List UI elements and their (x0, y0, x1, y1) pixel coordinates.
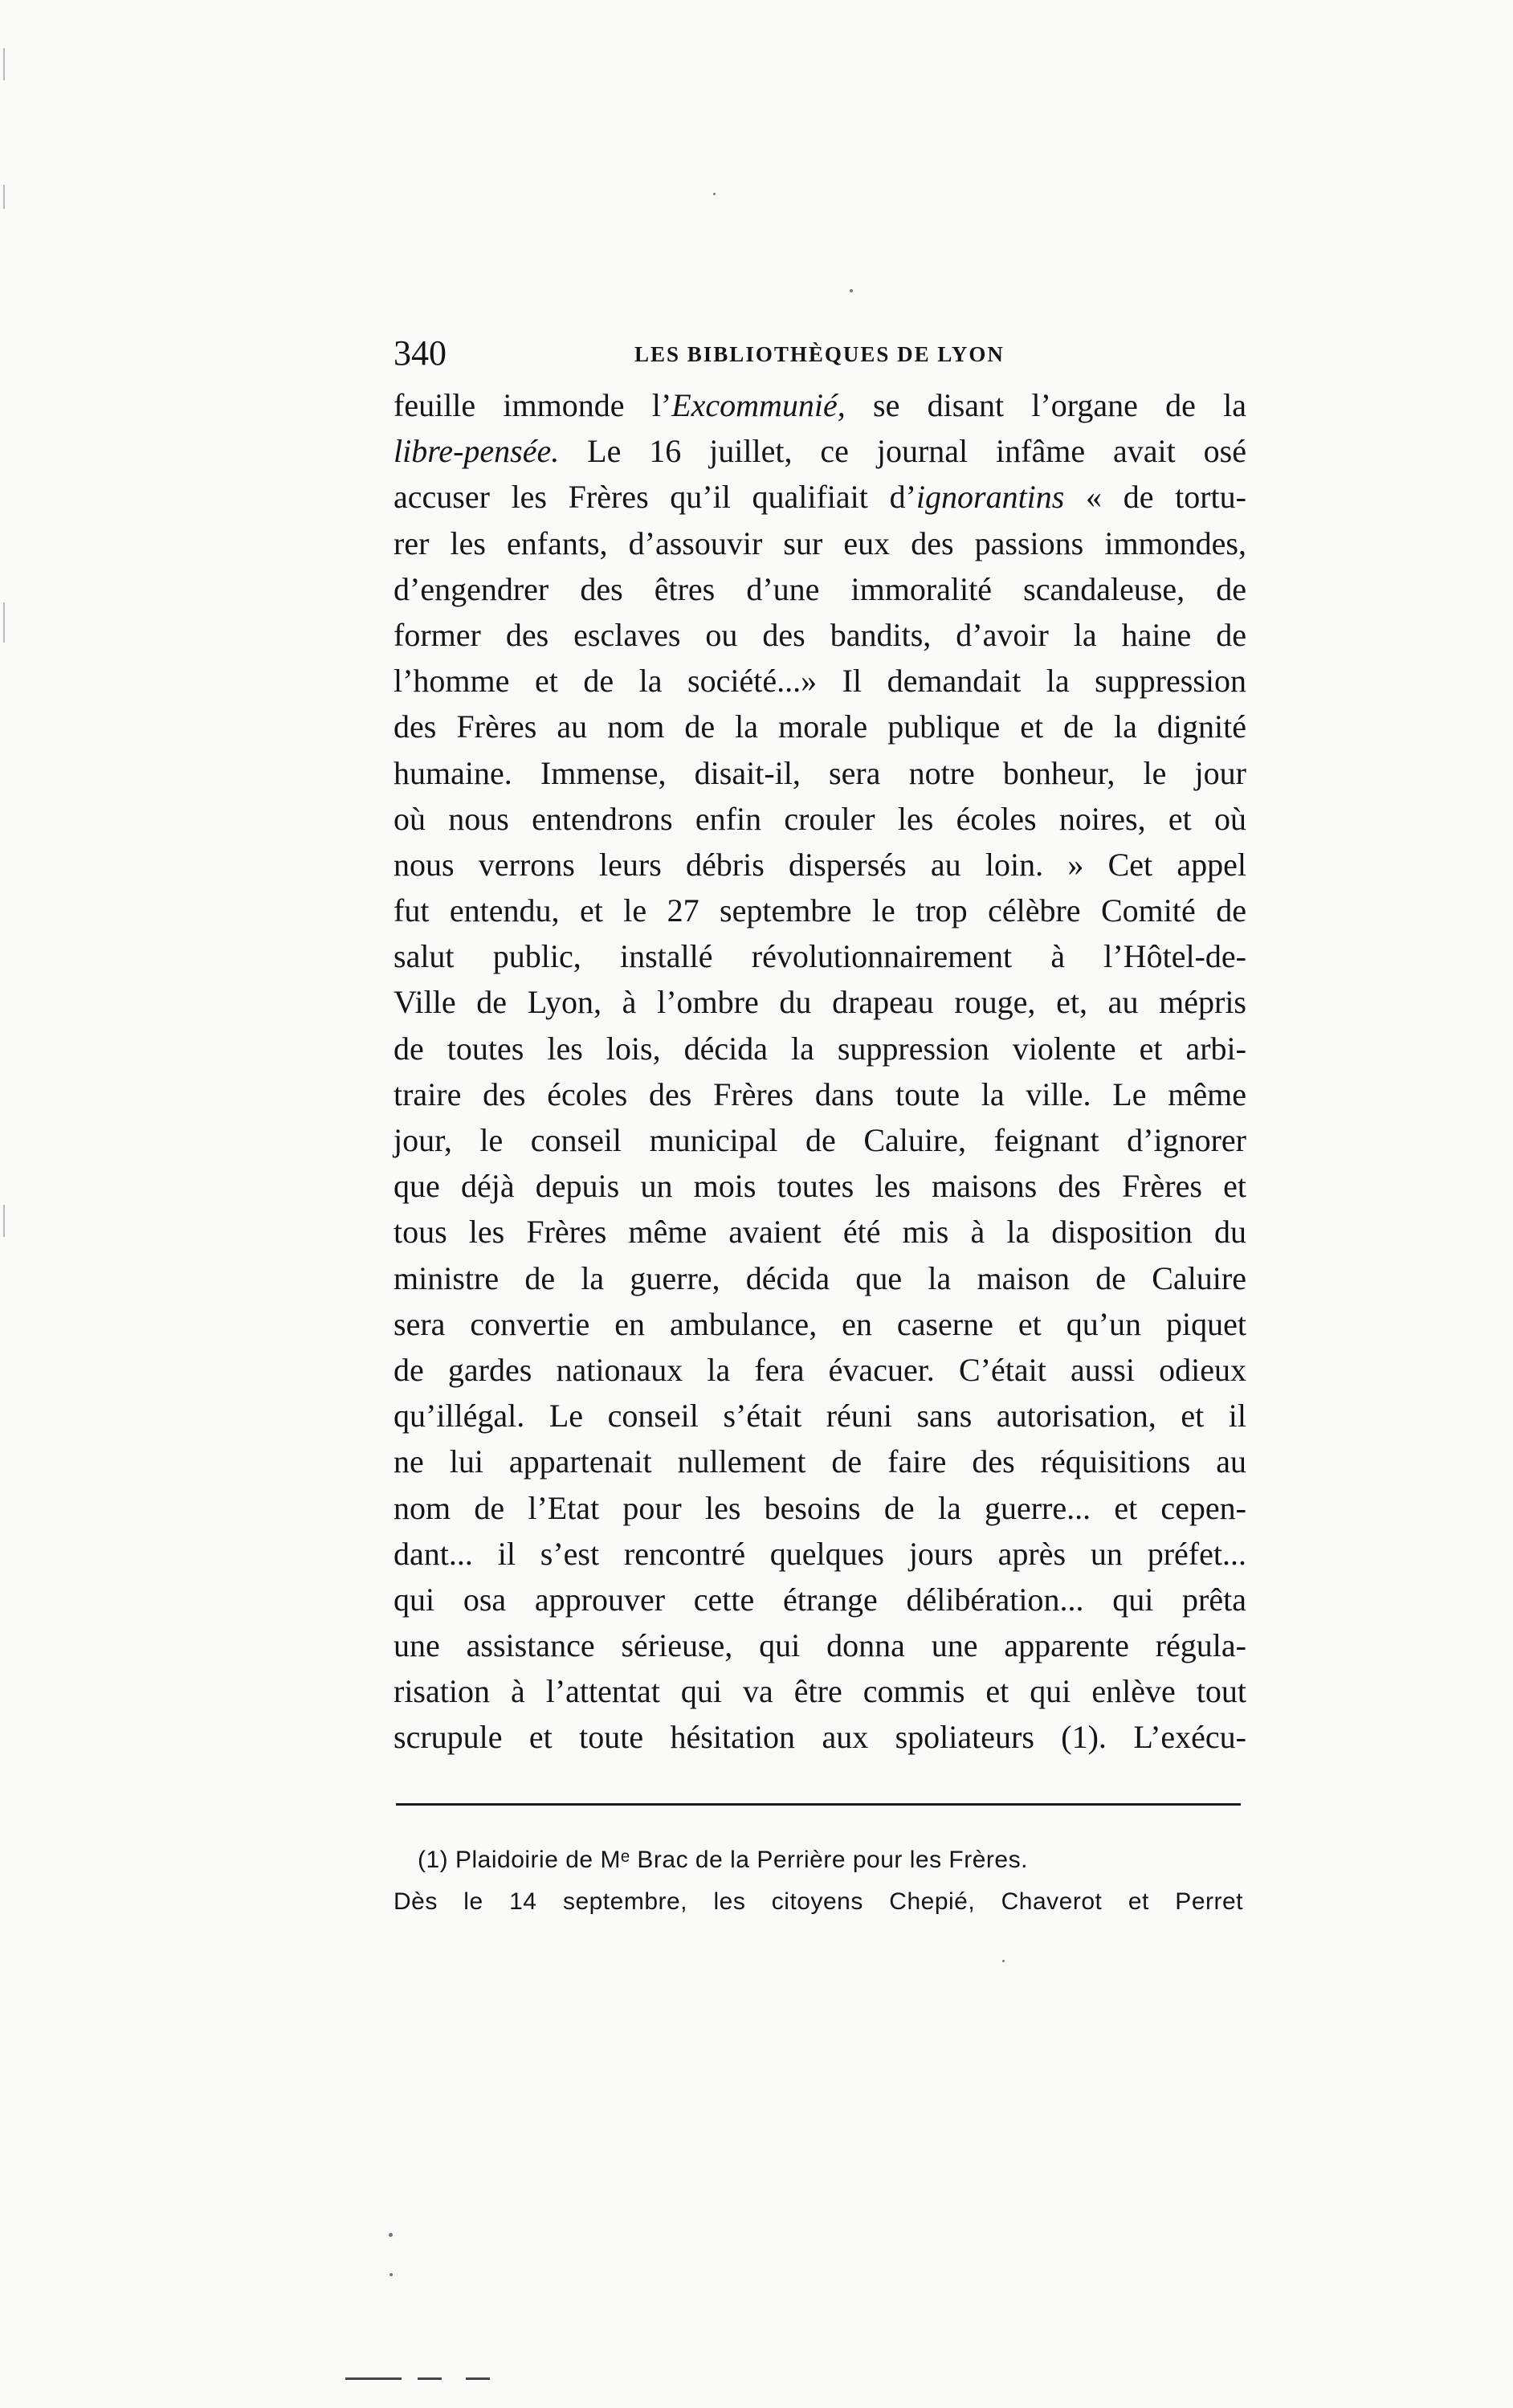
scan-speck (713, 193, 716, 195)
scan-speck (389, 2233, 393, 2237)
text-line: tous les Frères même avaient été mis à la disposition du (394, 1214, 1246, 1251)
scan-speck (850, 289, 853, 292)
text-line: sera convertie en ambulance, en caserne et qu’un piquet (394, 1305, 1246, 1342)
body-text (394, 382, 1246, 1761)
scan-edge-mark (3, 1205, 5, 1237)
footnote-line: Dès le 14 septembre, les citoyens Chepié, Chaverot et Perret (394, 1888, 1243, 1915)
scan-speck (1002, 1960, 1005, 1962)
text-line: où nous entendrons enfin crouler les écoles noires, et où (394, 800, 1246, 837)
text-line: humaine. Immense, disait-il, sera notre bonheur, le jour (394, 754, 1246, 791)
text-line: de gardes nationaux la fera évacuer. C’était aussi odieux (394, 1351, 1246, 1388)
scan-edge-rule (345, 2377, 402, 2380)
footnote-line: (1) Plaidoirie de Mᵉ Brac de la Perrière pour les Frères. (418, 1847, 1028, 1873)
text-line: qu’illégal. Le conseil s’était réuni sans autorisation, et il (394, 1398, 1246, 1435)
scan-edge-mark (3, 48, 5, 80)
text-line: nom de l’Etat pour les besoins de la guerre... et cepen- (394, 1489, 1246, 1526)
text-line: risation à l’attentat qui va être commis et qui enlève tout (394, 1673, 1246, 1710)
text-line: scrupule et toute hésitation aux spoliateurs (1). L’exécu- (394, 1719, 1246, 1756)
text-line: d’engendrer des êtres d’une immoralité scandaleuse, de (394, 570, 1246, 607)
text-line: dant... il s’est rencontré quelques jours après un préfet... (394, 1535, 1246, 1572)
text-line: ministre de la guerre, décida que la maison de Caluire (394, 1259, 1246, 1296)
text-line: des Frères au nom de la morale publique et de la dignité (394, 708, 1246, 745)
text-line: feuille immonde l’Excommunié, se disant l’organe de la (394, 387, 1247, 423)
text-line: salut public, installé révolutionnairement à l’Hôtel-de- (394, 938, 1246, 975)
running-title: LES BIBLIOTHÈQUES DE LYON (634, 342, 1005, 366)
text-line: nous verrons leurs débris dispersés au loin. » Cet appel (394, 846, 1246, 883)
text-line: libre-pensée. Le 16 juillet, ce journal infâme avait osé (394, 433, 1246, 470)
page-header (394, 329, 1245, 378)
footnotes (394, 1839, 1243, 1923)
footnote-separator (396, 1803, 1241, 1806)
scan-edge-mark (3, 602, 5, 643)
text-line: ne lui appartenait nullement de faire des réquisitions au (394, 1443, 1246, 1480)
scan-edge-rule (466, 2377, 490, 2380)
text-line: rer les enfants, d’assouvir sur eux des passions immondes, (394, 524, 1246, 561)
text-line: traire des écoles des Frères dans toute la ville. Le même (394, 1075, 1246, 1112)
text-line: former des esclaves ou des bandits, d’avoir la haine de (394, 616, 1246, 653)
text-line: fut entendu, et le 27 septembre le trop célèbre Comité de (394, 892, 1246, 929)
text-line: une assistance sérieuse, qui donna une apparente régula- (394, 1627, 1246, 1664)
text-line: que déjà depuis un mois toutes les maisons des Frères et (394, 1168, 1246, 1205)
text-line: Ville de Lyon, à l’ombre du drapeau rouge, et, au mépris (394, 984, 1246, 1021)
text-line: l’homme et de la société...» Il demandait la suppression (394, 663, 1246, 700)
text-line: qui osa approuver cette étrange délibération... qui prêta (394, 1581, 1246, 1618)
text-line: jour, le conseil municipal de Caluire, feignant d’ignorer (394, 1122, 1246, 1158)
page-number: 340 (394, 333, 447, 373)
scan-edge-rule (418, 2377, 442, 2380)
text-line: accuser les Frères qu’il qualifiait d’ignorantins « de tortu- (394, 479, 1246, 516)
text-line: de toutes les lois, décida la suppression violente et arbi- (394, 1030, 1246, 1067)
scan-speck (389, 2273, 393, 2276)
scan-edge-mark (3, 185, 5, 209)
